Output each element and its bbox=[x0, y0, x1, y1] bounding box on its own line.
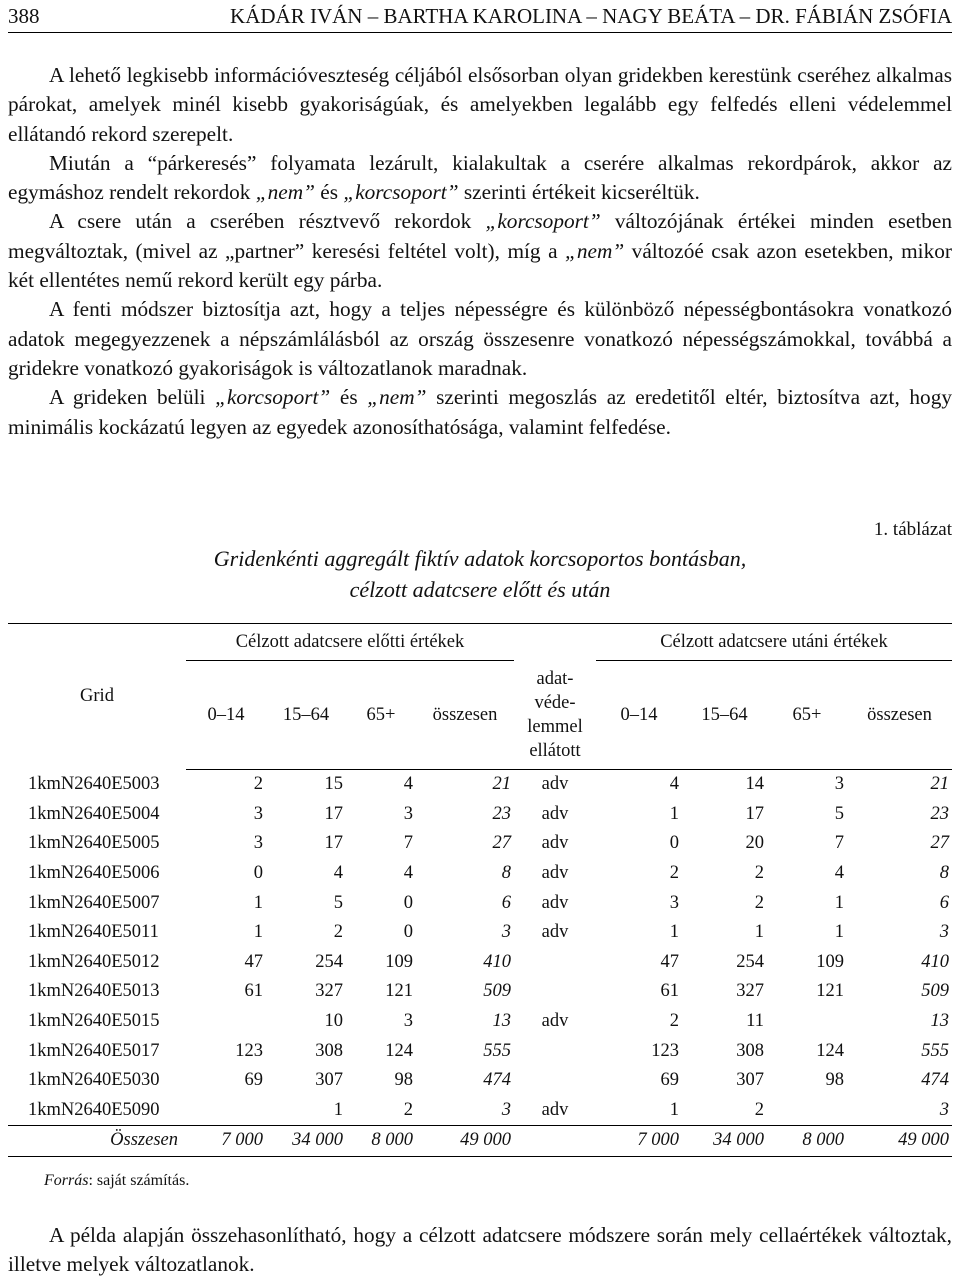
value-cell: 7 bbox=[834, 833, 844, 854]
value-cell: 2 bbox=[669, 863, 679, 884]
value-cell: 13 bbox=[492, 1011, 511, 1032]
value-cell: 2 bbox=[754, 1099, 764, 1120]
table-row bbox=[8, 918, 952, 948]
table-row bbox=[8, 1007, 952, 1037]
value-cell: 121 bbox=[385, 981, 413, 1002]
table-row bbox=[8, 1036, 952, 1066]
value-cell: 2 bbox=[754, 892, 764, 913]
value-cell: 3 bbox=[253, 833, 263, 854]
header-before-15-64: 15–64 bbox=[266, 661, 346, 770]
total-label: Összesen bbox=[8, 1126, 186, 1157]
value-cell: 555 bbox=[921, 1040, 949, 1061]
value-cell: 4 bbox=[834, 863, 844, 884]
header-spacer bbox=[514, 624, 596, 661]
table-caption-line-2: célzott adatcsere előtt és után bbox=[349, 577, 611, 602]
grid-id-cell: 1kmN2640E5007 bbox=[28, 892, 160, 913]
grid-id-cell: 1kmN2640E5011 bbox=[28, 922, 159, 943]
value-cell: 509 bbox=[483, 981, 511, 1002]
paragraph-4: A fenti módszer biztosítja azt, hogy a teljes népességre és különböző népességbontásokra vonatkozó adatok megegyezzenek a népszámlálásból az ország összesenre vonatkozó népességszámokkal, továbbá a gridekre vonatkozó gyakoriságok is változatlanok maradnak. bbox=[8, 297, 952, 380]
value-cell: 3 bbox=[253, 803, 263, 824]
value-cell: 4 bbox=[403, 863, 413, 884]
table-row bbox=[8, 859, 952, 889]
table-source bbox=[44, 1172, 189, 1190]
paragraph-3: A csere után a cserében résztvevő rekordok „korcsoport” változójának értékei minden esetben megváltoztak, (mivel az „partner” keresési feltétel volt), míg a „nem” változóé csak azon esetekben, mikor két ellentétes nemű rekord került egy párba. bbox=[8, 209, 952, 293]
value-cell: 327 bbox=[315, 981, 343, 1002]
grid-id-cell: 1kmN2640E5030 bbox=[28, 1070, 160, 1091]
header-after-group: Célzott adatcsere utáni értékek bbox=[596, 624, 952, 661]
value-cell: 17 bbox=[745, 803, 764, 824]
table-row bbox=[8, 829, 952, 859]
source-label: Forrás bbox=[44, 1172, 89, 1189]
value-cell: 27 bbox=[492, 833, 511, 854]
value-cell: 109 bbox=[385, 951, 413, 972]
value-cell: 23 bbox=[492, 803, 511, 824]
header-after-0-14: 0–14 bbox=[596, 661, 682, 770]
grid-id-cell: 1kmN2640E5004 bbox=[28, 803, 160, 824]
value-cell: 3 bbox=[834, 774, 844, 795]
total-cell: 8 000 bbox=[346, 1126, 416, 1157]
term-nem: „nem” bbox=[565, 238, 625, 263]
value-cell: 308 bbox=[736, 1040, 764, 1061]
total-spacer bbox=[514, 1126, 596, 1157]
value-cell: 4 bbox=[403, 774, 413, 795]
grid-id-cell: 1kmN2640E5012 bbox=[28, 951, 160, 972]
value-cell: 327 bbox=[736, 981, 764, 1002]
term-nem: „nem” bbox=[367, 385, 427, 410]
paragraph-2: Miután a “párkeresés” folyamata lezárult, kialakultak a cserére alkalmas rekordpárok, akkor az egymáshoz rendelt rekordok „nem” és „korcsoport” szerinti értékeit kicseréltük. bbox=[8, 150, 952, 205]
grid-id-cell: 1kmN2640E5003 bbox=[28, 774, 160, 795]
term-nem: „nem” bbox=[255, 180, 315, 205]
table-body bbox=[8, 770, 952, 1126]
value-cell: 11 bbox=[746, 1011, 764, 1032]
value-cell: 14 bbox=[745, 774, 764, 795]
value-cell: 2 bbox=[403, 1099, 413, 1120]
data-table bbox=[8, 623, 952, 1157]
value-cell: 254 bbox=[736, 951, 764, 972]
value-cell: 15 bbox=[324, 774, 343, 795]
value-cell: 2 bbox=[253, 774, 263, 795]
value-cell: 5 bbox=[333, 892, 343, 913]
value-cell: 109 bbox=[816, 951, 844, 972]
value-cell: 0 bbox=[403, 922, 413, 943]
protected-flag-cell bbox=[514, 977, 596, 1007]
paragraph-5: A grideken belüli „korcsoport” és „nem” szerinti megoszlás az eredetitől eltér, biztosítva azt, hogy minimális kockázatú legyen az egyedek azonosíthatósága, valamint felfedése. bbox=[8, 385, 953, 439]
protected-flag-cell: adv bbox=[541, 892, 569, 913]
value-cell: 3 bbox=[939, 922, 949, 943]
value-cell: 10 bbox=[324, 1011, 343, 1032]
protected-flag-cell: adv bbox=[541, 774, 569, 795]
value-cell: 123 bbox=[235, 1040, 263, 1061]
value-cell: 8 bbox=[939, 863, 949, 884]
value-cell bbox=[186, 1096, 266, 1126]
closing-text bbox=[8, 1221, 952, 1280]
value-cell: 1 bbox=[834, 892, 844, 913]
total-cell: 49 000 bbox=[416, 1126, 514, 1157]
value-cell: 98 bbox=[825, 1070, 844, 1091]
table-caption bbox=[0, 543, 960, 605]
running-header bbox=[8, 2, 952, 33]
total-cell: 8 000 bbox=[767, 1126, 847, 1157]
table-row bbox=[8, 1066, 952, 1096]
protected-flag-cell: adv bbox=[541, 803, 569, 824]
value-cell: 123 bbox=[651, 1040, 679, 1061]
value-cell: 20 bbox=[745, 833, 764, 854]
header-before-0-14: 0–14 bbox=[186, 661, 266, 770]
running-authors: KÁDÁR IVÁN – BARTHA KAROLINA – NAGY BEÁTA – DR. FÁBIÁN ZSÓFIA bbox=[230, 4, 952, 28]
value-cell: 98 bbox=[394, 1070, 413, 1091]
value-cell: 7 bbox=[403, 833, 413, 854]
header-before-group: Célzott adatcsere előtti értékek bbox=[186, 624, 514, 661]
value-cell: 69 bbox=[244, 1070, 263, 1091]
total-cell: 7 000 bbox=[596, 1126, 682, 1157]
value-cell: 2 bbox=[754, 863, 764, 884]
header-grid: Grid bbox=[8, 624, 186, 770]
value-cell: 2 bbox=[669, 1011, 679, 1032]
table-row bbox=[8, 948, 952, 978]
value-cell: 17 bbox=[324, 833, 343, 854]
value-cell: 1 bbox=[333, 1099, 343, 1120]
value-cell: 3 bbox=[501, 1099, 511, 1120]
value-cell: 410 bbox=[483, 951, 511, 972]
value-cell: 3 bbox=[501, 922, 511, 943]
grid-id-cell: 1kmN2640E5006 bbox=[28, 863, 160, 884]
value-cell: 17 bbox=[324, 803, 343, 824]
value-cell: 8 bbox=[501, 863, 511, 884]
value-cell: 13 bbox=[930, 1011, 949, 1032]
value-cell: 3 bbox=[939, 1099, 949, 1120]
value-cell: 1 bbox=[669, 1099, 679, 1120]
value-cell: 308 bbox=[315, 1040, 343, 1061]
value-cell bbox=[186, 1007, 266, 1037]
table-row bbox=[8, 888, 952, 918]
total-cell: 7 000 bbox=[186, 1126, 266, 1157]
value-cell: 69 bbox=[660, 1070, 679, 1091]
grid-id-cell: 1kmN2640E5017 bbox=[28, 1040, 160, 1061]
value-cell: 121 bbox=[816, 981, 844, 1002]
term-korcsoport: „korcsoport” bbox=[485, 209, 601, 234]
header-after-15-64: 15–64 bbox=[682, 661, 767, 770]
value-cell: 307 bbox=[736, 1070, 764, 1091]
protected-flag-cell bbox=[514, 1066, 596, 1096]
protected-flag-cell bbox=[514, 948, 596, 978]
value-cell: 1 bbox=[253, 922, 263, 943]
page-number: 388 bbox=[8, 4, 40, 28]
value-cell: 4 bbox=[669, 774, 679, 795]
header-protected: adat- véde- lemmel ellátott bbox=[514, 661, 596, 770]
value-cell: 47 bbox=[660, 951, 679, 972]
value-cell: 27 bbox=[930, 833, 949, 854]
protected-flag-cell: adv bbox=[541, 833, 569, 854]
value-cell: 3 bbox=[403, 803, 413, 824]
table-row bbox=[8, 1096, 952, 1126]
table-row bbox=[8, 977, 952, 1007]
value-cell: 124 bbox=[816, 1040, 844, 1061]
total-cell: 34 000 bbox=[266, 1126, 346, 1157]
value-cell: 21 bbox=[492, 774, 511, 795]
grid-id-cell: 1kmN2640E5090 bbox=[28, 1099, 160, 1120]
protected-flag-cell: adv bbox=[541, 922, 569, 943]
protected-flag-cell: adv bbox=[541, 863, 569, 884]
value-cell: 1 bbox=[834, 922, 844, 943]
table-number: 1. táblázat bbox=[873, 519, 952, 540]
paragraph-1: A lehető legkisebb információveszteség céljából elsősorban olyan gridekben kerestünk cseréhez alkalmas párokat, amelyek minél kisebb gyakoriságúak, és amelyekben legalább egy felfedés elleni védelemmel ellátandó rekord szerepelt. bbox=[8, 63, 952, 146]
value-cell: 23 bbox=[930, 803, 949, 824]
value-cell: 3 bbox=[669, 892, 679, 913]
value-cell: 61 bbox=[660, 981, 679, 1002]
value-cell: 5 bbox=[834, 803, 844, 824]
table-row bbox=[8, 800, 952, 830]
value-cell: 6 bbox=[939, 892, 949, 913]
term-korcsoport: „korcsoport” bbox=[343, 180, 459, 205]
value-cell: 307 bbox=[315, 1070, 343, 1091]
body-text bbox=[8, 61, 952, 442]
grid-id-cell: 1kmN2640E5005 bbox=[28, 833, 160, 854]
protected-flag-cell bbox=[514, 1036, 596, 1066]
total-cell: 34 000 bbox=[682, 1126, 767, 1157]
source-text: : saját számítás. bbox=[88, 1172, 190, 1189]
value-cell: 47 bbox=[244, 951, 263, 972]
total-row bbox=[8, 1126, 952, 1157]
value-cell: 410 bbox=[921, 951, 949, 972]
table-caption-line-1: Gridenkénti aggregált fiktív adatok korcsoportos bontásban, bbox=[213, 546, 747, 571]
value-cell bbox=[767, 1096, 847, 1126]
value-cell: 4 bbox=[333, 863, 343, 884]
value-cell: 6 bbox=[501, 892, 511, 913]
value-cell: 1 bbox=[253, 892, 263, 913]
grid-id-cell: 1kmN2640E5013 bbox=[28, 981, 160, 1002]
term-korcsoport: „korcsoport” bbox=[215, 385, 331, 410]
value-cell: 509 bbox=[921, 981, 949, 1002]
header-before-65: 65+ bbox=[346, 661, 416, 770]
value-cell: 21 bbox=[930, 774, 949, 795]
value-cell: 3 bbox=[403, 1011, 413, 1032]
table-row bbox=[8, 770, 952, 800]
value-cell: 2 bbox=[333, 922, 343, 943]
value-cell: 61 bbox=[244, 981, 263, 1002]
value-cell: 254 bbox=[315, 951, 343, 972]
header-before-total: összesen bbox=[416, 661, 514, 770]
value-cell: 1 bbox=[754, 922, 764, 943]
header-after-65: 65+ bbox=[767, 661, 847, 770]
value-cell: 0 bbox=[253, 863, 263, 884]
value-cell: 1 bbox=[669, 922, 679, 943]
grid-id-cell: 1kmN2640E5015 bbox=[28, 1011, 160, 1032]
protected-flag-cell: adv bbox=[541, 1011, 569, 1032]
value-cell: 474 bbox=[921, 1070, 949, 1091]
value-cell: 0 bbox=[669, 833, 679, 854]
value-cell: 0 bbox=[403, 892, 413, 913]
value-cell: 474 bbox=[483, 1070, 511, 1091]
protected-flag-cell: adv bbox=[541, 1099, 569, 1120]
paragraph-6: A példa alapján összehasonlítható, hogy a célzott adatcsere módszere során mely cellaértékek változtak, illetve melyek változatlanok. bbox=[8, 1223, 952, 1277]
value-cell: 1 bbox=[669, 803, 679, 824]
value-cell: 555 bbox=[483, 1040, 511, 1061]
total-cell: 49 000 bbox=[847, 1126, 952, 1157]
value-cell bbox=[767, 1007, 847, 1037]
header-after-total: összesen bbox=[847, 661, 952, 770]
value-cell: 124 bbox=[385, 1040, 413, 1061]
